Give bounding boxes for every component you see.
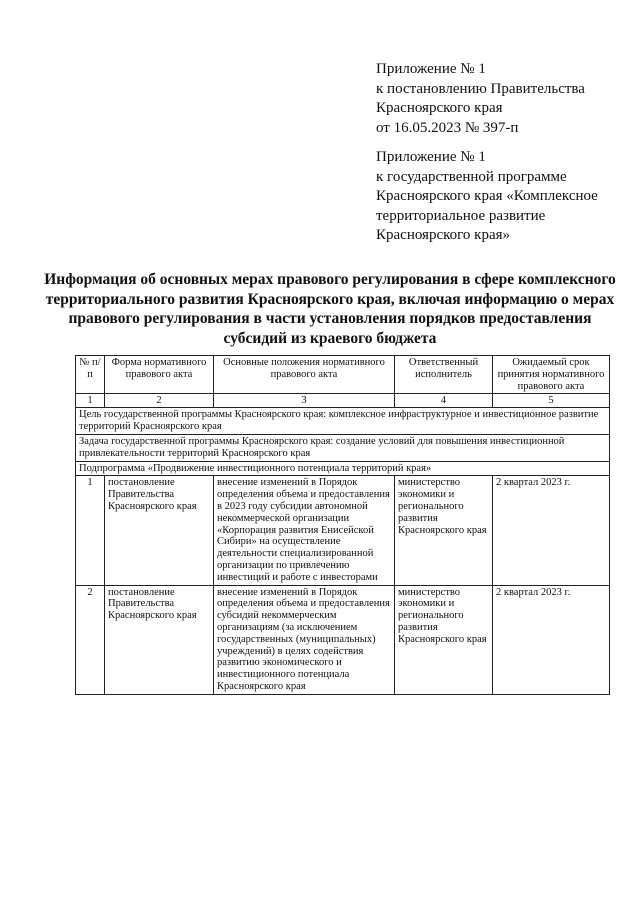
appendix-line: Красноярского края» bbox=[376, 227, 511, 243]
table-header-row bbox=[76, 356, 610, 394]
row-executor: министерство экономики и регионального развития Красноярского края bbox=[395, 476, 493, 585]
row-form: постановление Правительства Красноярского края bbox=[105, 585, 214, 694]
header-executor: Ответственный исполнитель bbox=[395, 356, 493, 394]
header-form: Форма нормативного правового акта bbox=[105, 356, 214, 394]
header-provisions: Основные положения нормативного правового акта bbox=[214, 356, 395, 394]
column-number-row bbox=[76, 394, 610, 408]
goal-row bbox=[76, 408, 610, 435]
header-deadline: Ожидаемый срок принятия нормативного правового акта bbox=[493, 356, 610, 394]
appendix-line: территориальное развитие bbox=[376, 207, 546, 224]
row-executor: министерство экономики и регионального развития Красноярского края bbox=[395, 585, 493, 694]
appendix-line: Приложение № 1 bbox=[376, 61, 486, 77]
appendix-line: к постановлению Правительства bbox=[376, 80, 585, 97]
table-row bbox=[76, 476, 610, 585]
column-number: 5 bbox=[493, 394, 610, 408]
header-number: № п/п bbox=[76, 356, 105, 394]
subprogram-row bbox=[76, 461, 610, 476]
appendix-line: Приложение № 1 bbox=[376, 149, 486, 165]
subprogram: Подпрограмма «Продвижение инвестиционного потенциала территорий края» bbox=[76, 461, 610, 476]
document-title: Информация об основных мерах правового регулирования в сфере комплексного территориального развития Красноярского края, включая информацию о мерах правового регулирования в части установления порядков предоставления субсидий из краевого бюджета bbox=[44, 271, 616, 347]
measures-table bbox=[75, 355, 610, 695]
column-number: 4 bbox=[395, 394, 493, 408]
row-deadline: 2 квартал 2023 г. bbox=[493, 476, 610, 585]
appendix-line: к государственной программе bbox=[376, 168, 567, 185]
row-number: 1 bbox=[76, 476, 105, 585]
program-task: Задача государственной программы Красноярского края: создание условий для повышения инвестиционной привлекательности территорий Красноярского края bbox=[76, 434, 610, 461]
row-provisions: внесение изменений в Порядок определения объема и предоставления субсидий некоммерческим организациям (за исключением государственных (муниципальных) учреждений) в целях содействия развитию экономического и инвестиционного потенциала Красноярского края bbox=[214, 585, 395, 694]
program-goal: Цель государственной программы Красноярского края: комплексное инфраструктурное и инвестиционное развитие территорий Красноярского края bbox=[76, 408, 610, 435]
column-number: 2 bbox=[105, 394, 214, 408]
table-row bbox=[76, 585, 610, 694]
appendix-line: Красноярского края «Комплексное bbox=[376, 188, 598, 204]
appendix-program-block bbox=[376, 148, 598, 246]
row-deadline: 2 квартал 2023 г. bbox=[493, 585, 610, 694]
row-number: 2 bbox=[76, 585, 105, 694]
column-number: 1 bbox=[76, 394, 105, 408]
task-row bbox=[76, 434, 610, 461]
column-number: 3 bbox=[214, 394, 395, 408]
appendix-line: Красноярского края bbox=[376, 100, 503, 116]
appendix-resolution-block bbox=[376, 60, 585, 138]
row-form: постановление Правительства Красноярского края bbox=[105, 476, 214, 585]
row-provisions: внесение изменений в Порядок определения объема и предоставления в 2023 году субсидии автономной некоммерческой организации «Корпорация развития Енисейской Сибири» на осуществление деятельности специализированной организации по привлечению инвестиций и работе с инвесторами bbox=[214, 476, 395, 585]
appendix-line: от 16.05.2023 № 397-п bbox=[376, 119, 519, 136]
